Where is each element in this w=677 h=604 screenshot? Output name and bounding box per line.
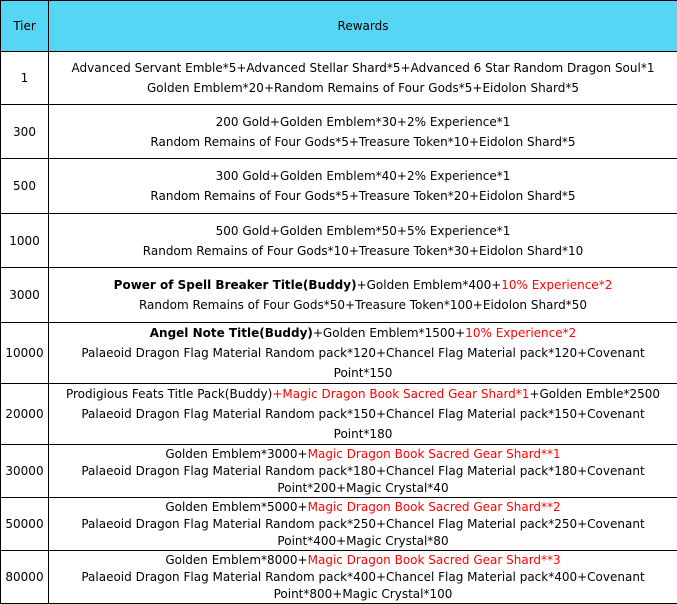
reward-text: 300 Gold+Golden Emblem*40+2% Experience*1 xyxy=(216,169,511,183)
reward-line xyxy=(51,132,675,152)
reward-line xyxy=(51,166,675,186)
title-reward-text: Angel Note Title(Buddy) xyxy=(150,326,313,340)
reward-line xyxy=(51,499,675,516)
header-row xyxy=(1,1,677,52)
reward-line xyxy=(51,295,675,315)
title-reward-text: Power of Spell Breaker Title(Buddy) xyxy=(114,278,357,292)
rewards-cell xyxy=(49,52,677,105)
reward-text: Palaeoid Dragon Flag Material Random pack*150+Chancel Flag Material pack*150+Covenant Point*180 xyxy=(81,407,644,441)
reward-line xyxy=(51,221,675,241)
table-row xyxy=(1,52,677,105)
reward-text: Random Remains of Four Gods*50+Treasure Token*100+Eidolon Shard*50 xyxy=(139,298,587,312)
reward-text: Golden Emblem*3000+ xyxy=(165,447,307,461)
highlighted-reward-text: Magic Dragon Book Sacred Gear Shard**3 xyxy=(308,553,561,567)
tier-cell: 1000 xyxy=(1,214,49,268)
reward-line xyxy=(51,463,675,480)
rewards-cell xyxy=(49,323,677,384)
reward-text: Point*400+Magic Crystal*80 xyxy=(277,534,448,548)
reward-line xyxy=(51,323,675,343)
highlighted-reward-text: Magic Dragon Book Sacred Gear Shard**1 xyxy=(308,447,561,461)
reward-text: Prodigious Feats Title Pack(Buddy) xyxy=(66,387,272,401)
rewards-cell xyxy=(49,384,677,445)
reward-text: Palaeoid Dragon Flag Material Random pack*250+Chancel Flag Material pack*250+Covenant xyxy=(81,517,644,531)
tier-cell: 50000 xyxy=(1,498,49,551)
reward-line xyxy=(51,241,675,261)
highlighted-reward-text: 10% Experience*2 xyxy=(501,278,612,292)
reward-line xyxy=(51,275,675,295)
tier-cell: 10000 xyxy=(1,323,49,384)
reward-text: +Golden Emblem*1500+ xyxy=(313,326,465,340)
rewards-cell xyxy=(49,214,677,268)
reward-text: Palaeoid Dragon Flag Material Random pack*400+Chancel Flag Material pack*400+Covenant xyxy=(81,570,644,584)
reward-text: +Golden Emblem*400+ xyxy=(357,278,502,292)
tier-cell: 1 xyxy=(1,52,49,105)
tier-cell: 80000 xyxy=(1,551,49,604)
reward-text: Golden Emblem*8000+ xyxy=(165,553,307,567)
rewards-header: Rewards xyxy=(49,1,677,52)
reward-line xyxy=(51,533,675,550)
table-row xyxy=(1,214,677,268)
tier-cell: 3000 xyxy=(1,268,49,323)
table-row xyxy=(1,323,677,384)
highlighted-reward-text: Magic Dragon Book Sacred Gear Shard**2 xyxy=(308,500,561,514)
rewards-cell xyxy=(49,159,677,214)
table-row xyxy=(1,159,677,214)
reward-line xyxy=(51,384,675,404)
reward-text: Point*800+Magic Crystal*100 xyxy=(274,587,453,601)
reward-line xyxy=(51,480,675,497)
reward-text: Random Remains of Four Gods*5+Treasure Token*20+Eidolon Shard*5 xyxy=(150,189,575,203)
reward-text: Random Remains of Four Gods*5+Treasure Token*10+Eidolon Shard*5 xyxy=(150,135,575,149)
tier-cell: 20000 xyxy=(1,384,49,445)
table-row xyxy=(1,384,677,445)
table-row xyxy=(1,268,677,323)
tier-cell: 300 xyxy=(1,105,49,159)
tier-header: Tier xyxy=(1,1,49,52)
reward-line xyxy=(51,78,675,98)
rewards-cell xyxy=(49,551,677,604)
reward-line xyxy=(51,343,675,383)
highlighted-reward-text: 10% Experience*2 xyxy=(465,326,576,340)
reward-line xyxy=(51,58,675,78)
rewards-cell xyxy=(49,498,677,551)
table-row xyxy=(1,498,677,551)
reward-text: Palaeoid Dragon Flag Material Random pack*180+Chancel Flag Material pack*180+Covenant xyxy=(81,464,644,478)
reward-text: +Golden Emble*2500 xyxy=(529,387,660,401)
table-row xyxy=(1,105,677,159)
reward-text: Golden Emblem*20+Random Remains of Four Gods*5+Eidolon Shard*5 xyxy=(147,81,579,95)
reward-line xyxy=(51,186,675,206)
reward-text: Advanced Servant Emble*5+Advanced Stellar Shard*5+Advanced 6 Star Random Dragon Soul*1 xyxy=(72,61,655,75)
reward-line xyxy=(51,569,675,586)
reward-text: Random Remains of Four Gods*10+Treasure Token*30+Eidolon Shard*10 xyxy=(143,244,583,258)
reward-line xyxy=(51,404,675,444)
tier-cell: 500 xyxy=(1,159,49,214)
highlighted-reward-text: +Magic Dragon Book Sacred Gear Shard*1 xyxy=(272,387,529,401)
tier-cell: 30000 xyxy=(1,445,49,498)
reward-text: 200 Gold+Golden Emblem*30+2% Experience*1 xyxy=(216,115,511,129)
table-row xyxy=(1,445,677,498)
reward-text: Golden Emblem*5000+ xyxy=(165,500,307,514)
reward-line xyxy=(51,552,675,569)
reward-text: Point*200+Magic Crystal*40 xyxy=(277,481,448,495)
reward-line xyxy=(51,516,675,533)
reward-line xyxy=(51,586,675,603)
reward-text: Palaeoid Dragon Flag Material Random pack*120+Chancel Flag Material pack*120+Covenant Point*150 xyxy=(81,346,644,380)
rewards-cell xyxy=(49,268,677,323)
reward-line xyxy=(51,112,675,132)
rewards-cell xyxy=(49,105,677,159)
rewards-cell xyxy=(49,445,677,498)
reward-line xyxy=(51,446,675,463)
reward-text: 500 Gold+Golden Emblem*50+5% Experience*1 xyxy=(216,224,511,238)
rewards-table-body xyxy=(1,52,677,604)
table-row xyxy=(1,551,677,604)
